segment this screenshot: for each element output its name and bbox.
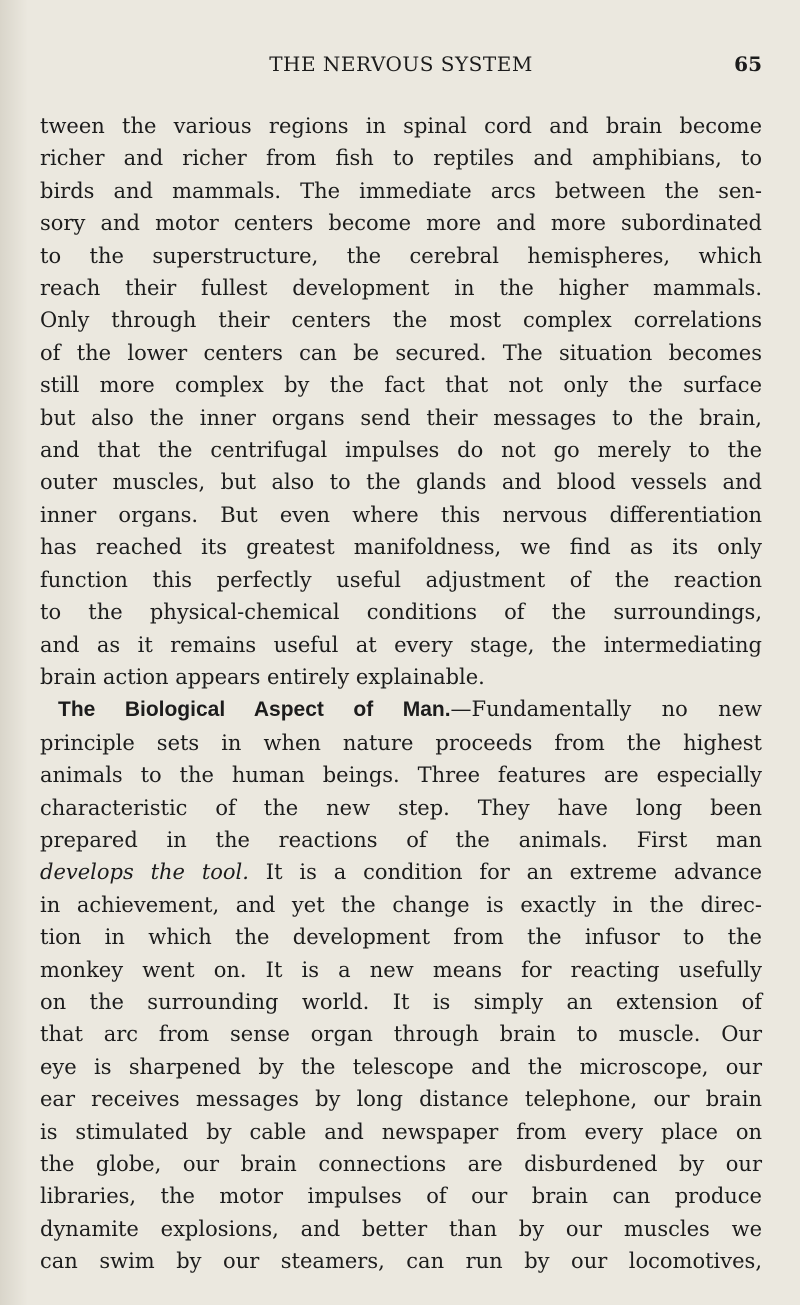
text-run: It is a condition for an extreme advance: [248, 860, 762, 885]
body-text: [40, 110, 762, 1278]
text-line: reach their fullest development in the higher mammals.: [40, 276, 762, 301]
text-line: can swim by our steamers, can run by our locomotives,: [40, 1249, 762, 1274]
running-head: [40, 52, 762, 82]
text-line: tion in which the development from the infusor to the: [40, 925, 762, 950]
text-line: animals to the human beings. Three features are especially: [40, 763, 762, 788]
text-line: [40, 856, 762, 888]
page-number: 65: [734, 52, 762, 76]
text-line: in achievement, and yet the change is exactly in the direc-: [40, 892, 762, 917]
text-line: richer and richer from fish to reptiles and amphibians, to: [40, 146, 762, 171]
text-line: of the lower centers can be secured. The situation becomes: [40, 340, 762, 365]
text-line: function this perfectly useful adjustment of the reaction: [40, 567, 762, 592]
page-edge-shadow: [0, 0, 28, 1305]
text-line: inner organs. But even where this nervous differentiation: [40, 502, 762, 527]
text-line: on the surrounding world. It is simply an extension of: [40, 989, 762, 1014]
text-line: and that the centrifugal impulses do not go merely to the: [40, 438, 762, 463]
text-line: and as it remains useful at every stage, the intermediating: [40, 632, 762, 657]
text-line: monkey went on. It is a new means for reacting usefully: [40, 957, 762, 982]
text-line: birds and mammals. The immediate arcs between the sen-: [40, 178, 762, 203]
text-line: to the physical-chemical conditions of the surroundings,: [40, 600, 762, 625]
text-line: still more complex by the fact that not only the surface: [40, 373, 762, 398]
text-line: tween the various regions in spinal cord and brain become: [40, 114, 762, 138]
paragraph: [40, 110, 762, 693]
text-line: the globe, our brain connections are disburdened by our: [40, 1152, 762, 1176]
text-line: principle sets in when nature proceeds from the highest: [40, 730, 762, 755]
text-line: sory and motor centers become more and more subordinated: [40, 211, 762, 236]
text-line: is stimulated by cable and newspaper from every place on: [40, 1119, 762, 1144]
text-line: but also the inner organs send their messages to the brain,: [40, 405, 762, 430]
paragraph: [40, 693, 762, 1277]
text-line: ear receives messages by long distance telephone, our brain: [40, 1087, 762, 1112]
text-line: Only through their centers the most complex correlations: [40, 308, 762, 333]
running-title: THE NERVOUS SYSTEM: [269, 52, 533, 76]
text-line: eye is sharpened by the telescope and the microscope, our: [40, 1054, 762, 1079]
section-heading: The Biological Aspect of Man.: [58, 698, 451, 722]
text-run: —Fundamentally no new: [450, 697, 763, 722]
text-line: outer muscles, but also to the glands and blood vessels and: [40, 470, 762, 495]
text-line: to the superstructure, the cerebral hemispheres, which: [40, 243, 762, 268]
text-line: prepared in the reactions of the animals. First man: [40, 827, 762, 852]
text-line: that arc from sense organ through brain to muscle. Our: [40, 1022, 762, 1047]
text-line: characteristic of the new step. They have long been: [40, 795, 762, 820]
text-line: brain action appears entirely explainable.: [40, 664, 485, 689]
text-line: dynamite explosions, and better than by our muscles we: [40, 1216, 762, 1241]
text-line: [40, 693, 762, 726]
italic-phrase: develops the tool.: [40, 860, 249, 885]
text-line: has reached its greatest manifoldness, we find as its only: [40, 535, 762, 560]
text-line: libraries, the motor impulses of our brain can produce: [40, 1184, 762, 1209]
